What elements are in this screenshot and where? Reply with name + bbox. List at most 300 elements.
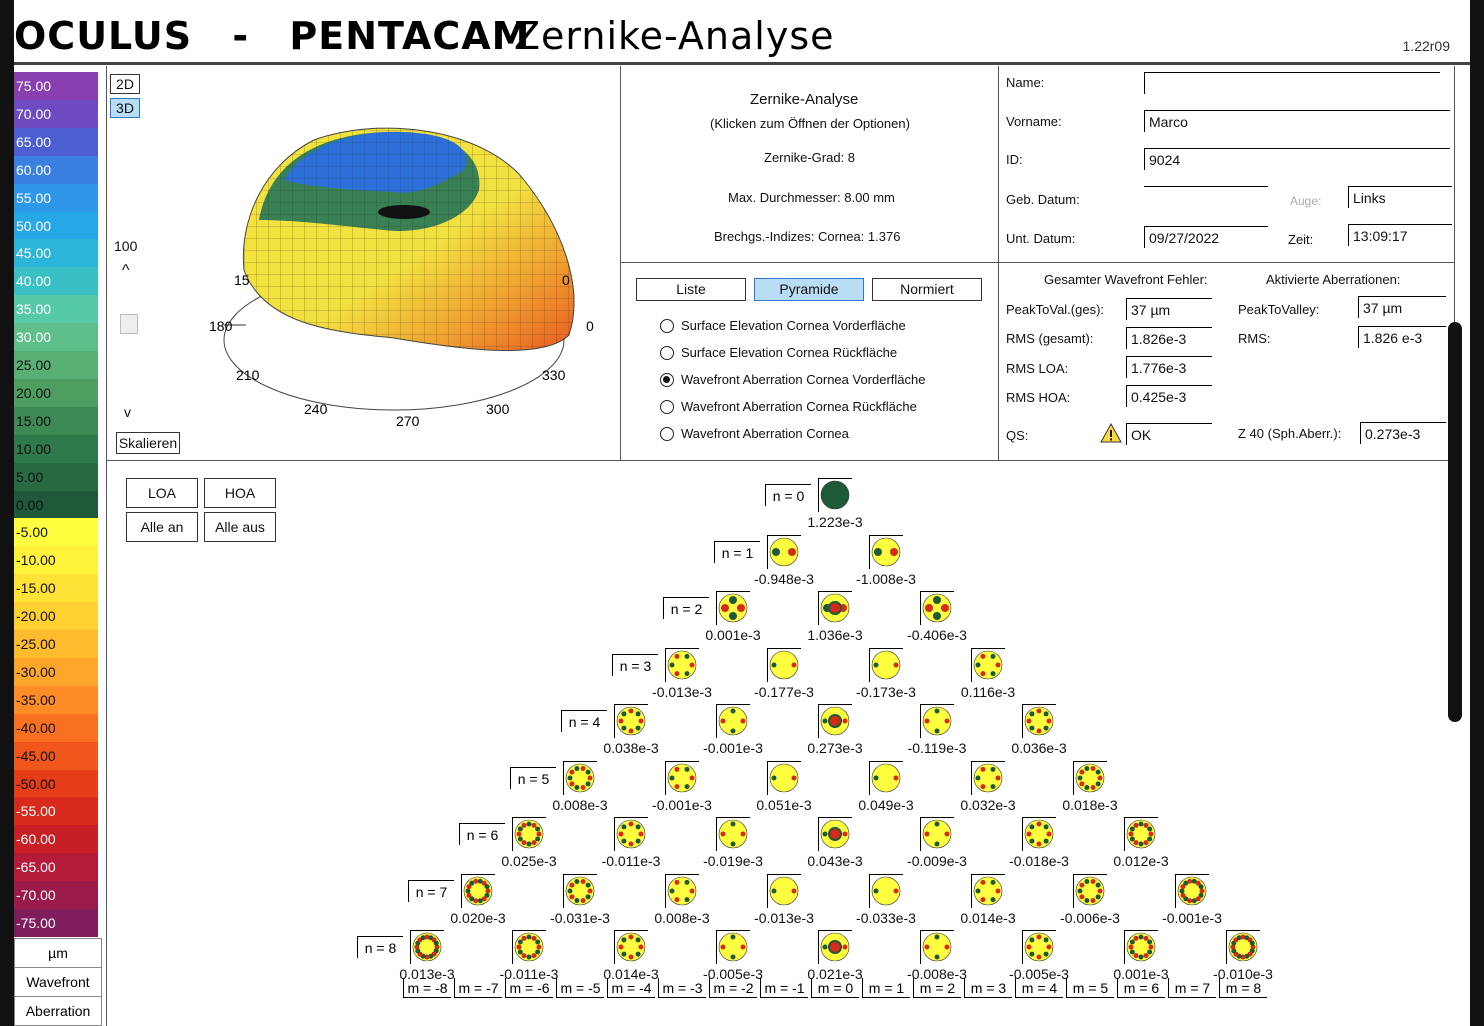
zernike-term-icon[interactable] bbox=[1124, 817, 1158, 851]
zernike-coefficient: -0.948e-3 bbox=[754, 570, 814, 587]
zernike-lobe bbox=[670, 775, 675, 780]
zernike-term-icon[interactable] bbox=[1022, 817, 1056, 851]
order-label: n = 6 bbox=[459, 823, 505, 845]
scale-step bbox=[14, 100, 98, 128]
zernike-lobe bbox=[933, 612, 941, 620]
zernike-term-icon[interactable] bbox=[767, 648, 801, 682]
zernike-lobe bbox=[1078, 775, 1083, 780]
option-radio[interactable] bbox=[660, 346, 674, 360]
zernike-lobe bbox=[1044, 711, 1049, 716]
zernike-lobe bbox=[1079, 894, 1084, 899]
zernike-lobe bbox=[935, 955, 940, 960]
zernike-lobe bbox=[945, 945, 950, 950]
scale-value: -65.00 bbox=[16, 859, 56, 876]
scale-step bbox=[14, 407, 98, 435]
zernike-pattern-icon bbox=[513, 818, 545, 850]
zernike-center bbox=[829, 941, 841, 953]
axis-label-0-top: 0 bbox=[562, 272, 570, 288]
scale-type-aberration[interactable]: Aberration bbox=[14, 996, 102, 1026]
m-index-label: m = -1 bbox=[760, 978, 808, 998]
zernike-lobe bbox=[1144, 953, 1149, 958]
zernike-lobe bbox=[935, 822, 940, 827]
aberr-rms-field: 1.826 e-3 bbox=[1358, 326, 1446, 348]
all-off-button[interactable]: Alle aus bbox=[204, 512, 276, 542]
scale-value: -70.00 bbox=[16, 887, 56, 904]
scale-step bbox=[14, 770, 98, 798]
zernike-lobe bbox=[731, 842, 736, 847]
zernike-coefficient: -0.011e-3 bbox=[499, 966, 559, 982]
scale-type-wavefront[interactable]: Wavefront bbox=[14, 967, 102, 997]
zernike-center bbox=[829, 602, 841, 614]
zernike-lobe bbox=[466, 892, 471, 897]
zernike-lobe bbox=[537, 832, 542, 837]
zernike-coefficient: 0.013e-3 bbox=[399, 966, 455, 982]
zernike-term-icon[interactable] bbox=[614, 704, 648, 738]
scale-step bbox=[14, 825, 98, 853]
axis-label-15: 15 bbox=[234, 272, 250, 288]
m-index-label: m = 3 bbox=[964, 978, 1012, 998]
zernike-term-icon[interactable] bbox=[920, 704, 954, 738]
scale-step bbox=[14, 295, 98, 323]
option-radio[interactable] bbox=[660, 427, 674, 441]
zernike-term-icon[interactable] bbox=[665, 761, 699, 795]
zernike-term-icon[interactable] bbox=[1124, 930, 1158, 964]
zernike-lobe bbox=[621, 711, 626, 716]
scale-step bbox=[14, 658, 98, 686]
zernike-term-icon[interactable] bbox=[869, 761, 903, 795]
scale-step bbox=[14, 267, 98, 295]
cornea-3d-plot[interactable] bbox=[184, 70, 614, 440]
zernike-term-icon[interactable] bbox=[1073, 761, 1107, 795]
zernike-lobe bbox=[586, 894, 591, 899]
zernike-coefficient: -0.010e-3 bbox=[1213, 966, 1273, 982]
zernike-lobe bbox=[532, 953, 537, 958]
zernike-lobe bbox=[1096, 781, 1101, 786]
zernike-pattern-icon bbox=[717, 818, 749, 850]
zernike-lobe bbox=[721, 604, 729, 612]
scale-value: 35.00 bbox=[16, 301, 52, 318]
zernike-term-icon[interactable] bbox=[920, 817, 954, 851]
zernike-lobe bbox=[517, 832, 522, 837]
zernike-lobe bbox=[685, 784, 690, 789]
zernike-coefficient: 0.001e-3 bbox=[1113, 966, 1169, 982]
zernike-lobe bbox=[675, 671, 680, 676]
zeit-label: Zeit: bbox=[1288, 232, 1314, 247]
zernike-lobe bbox=[574, 898, 579, 903]
zernike-lobe bbox=[1187, 878, 1192, 883]
zernike-term-icon[interactable] bbox=[512, 930, 546, 964]
zernike-coefficient: -0.019e-3 bbox=[703, 853, 763, 869]
zernike-lobe bbox=[690, 662, 695, 667]
info-heading[interactable]: Zernike-Analyse bbox=[750, 91, 859, 108]
zernike-lobe bbox=[721, 832, 726, 837]
zernike-lobe bbox=[581, 765, 586, 770]
order-label: n = 3 bbox=[612, 654, 658, 676]
zernike-lobe bbox=[1027, 832, 1032, 837]
option-label[interactable]: Surface Elevation Cornea Rückfläche bbox=[681, 345, 898, 360]
zernike-term-icon[interactable] bbox=[410, 930, 444, 964]
scale-step bbox=[14, 630, 98, 658]
zernike-pattern-icon bbox=[819, 931, 851, 963]
option-radio[interactable] bbox=[660, 373, 674, 387]
zernike-lobe bbox=[1047, 719, 1052, 724]
zernike-lobe bbox=[1098, 888, 1103, 893]
zernike-lobe bbox=[792, 775, 797, 780]
geb-datum-field[interactable] bbox=[1144, 186, 1268, 208]
zernike-lobe bbox=[1180, 892, 1185, 897]
zernike-lobe bbox=[933, 596, 941, 604]
auge-field[interactable]: Links bbox=[1348, 186, 1452, 208]
zernike-lobe bbox=[1139, 955, 1144, 960]
zernike-lobe bbox=[1029, 711, 1034, 716]
zernike-lobe bbox=[1130, 827, 1135, 832]
zernike-coefficient: -1.008e-3 bbox=[856, 570, 916, 587]
scale-step bbox=[14, 239, 98, 267]
zernike-term-icon[interactable] bbox=[716, 704, 750, 738]
zernike-lobe bbox=[1147, 940, 1152, 945]
zernike-lobe bbox=[1098, 775, 1103, 780]
zernike-lobe bbox=[522, 953, 527, 958]
axis-label-240: 240 bbox=[304, 401, 328, 417]
m-index-label: m = 2 bbox=[913, 978, 961, 998]
zernike-term-icon[interactable] bbox=[716, 817, 750, 851]
hoa-button[interactable]: HOA bbox=[204, 478, 276, 508]
zernike-coefficient: 0.049e-3 bbox=[858, 796, 914, 813]
zernike-lobe bbox=[1144, 840, 1149, 845]
zernike-term-icon[interactable] bbox=[920, 591, 954, 625]
zernike-lobe bbox=[925, 719, 930, 724]
zernike-pattern-icon bbox=[819, 592, 851, 624]
zernike-lobe bbox=[685, 897, 690, 902]
zernike-term-icon[interactable] bbox=[971, 648, 1005, 682]
name-field[interactable] bbox=[1144, 72, 1440, 94]
axis-label-210: 210 bbox=[236, 367, 260, 383]
unt-datum-field[interactable]: 09/27/2022 bbox=[1144, 226, 1268, 248]
zernike-pattern-icon bbox=[921, 705, 953, 737]
scale-step bbox=[14, 323, 98, 351]
zernike-pattern-icon bbox=[513, 931, 545, 963]
m-index-label: m = -5 bbox=[556, 978, 604, 998]
zernike-pattern-icon bbox=[1074, 762, 1106, 794]
zernike-term-icon[interactable] bbox=[665, 874, 699, 908]
zernike-lobe bbox=[486, 888, 491, 893]
zernike-term-icon[interactable] bbox=[818, 478, 852, 512]
wavefront-heading: Gesamter Wavefront Fehler: bbox=[1044, 272, 1208, 287]
zernike-term-icon[interactable] bbox=[716, 591, 750, 625]
option-label[interactable]: Surface Elevation Cornea Vorderfläche bbox=[681, 318, 906, 333]
zernike-coefficient: -0.001e-3 bbox=[1162, 909, 1222, 926]
zernike-term-icon[interactable] bbox=[767, 535, 801, 569]
zernike-term-icon[interactable] bbox=[818, 704, 852, 738]
version-label: 1.22r09 bbox=[1402, 38, 1450, 54]
all-on-button[interactable]: Alle an bbox=[126, 512, 198, 542]
zernike-term-icon[interactable] bbox=[1022, 930, 1056, 964]
zernike-coefficient: -0.406e-3 bbox=[907, 627, 967, 643]
zernike-lobe bbox=[843, 832, 848, 837]
rms-loa-field: 1.776e-3 bbox=[1126, 356, 1212, 378]
brand-title bbox=[14, 14, 531, 58]
m-index-label: m = -3 bbox=[658, 978, 706, 998]
zernike-lobe bbox=[1134, 953, 1139, 958]
scale-step bbox=[14, 602, 98, 630]
zernike-lobe bbox=[1079, 882, 1084, 887]
zernike-coefficient: -0.031e-3 bbox=[550, 909, 610, 926]
zernike-term-icon[interactable] bbox=[614, 930, 648, 964]
zernike-lobe bbox=[1037, 709, 1042, 714]
tab-pyramide[interactable]: Pyramide bbox=[754, 278, 864, 301]
zernike-coefficient: 1.223e-3 bbox=[807, 514, 863, 530]
zernike-term-icon[interactable] bbox=[920, 930, 954, 964]
scale-step bbox=[14, 128, 98, 156]
zernike-coefficient: 0.273e-3 bbox=[807, 740, 863, 756]
zernike-lobe bbox=[619, 832, 624, 837]
option-label[interactable]: Wavefront Aberration Cornea Vorderfläche bbox=[681, 372, 926, 387]
zernike-coefficient: 0.008e-3 bbox=[654, 909, 710, 926]
zernike-lobe bbox=[976, 775, 981, 780]
zernike-lobe bbox=[619, 945, 624, 950]
zernike-coefficient: -0.018e-3 bbox=[1009, 853, 1069, 869]
scale-value: 55.00 bbox=[16, 189, 52, 206]
zernike-lobe bbox=[1037, 842, 1042, 847]
zernike-lobe bbox=[935, 935, 940, 940]
tab-normiert[interactable]: Normiert bbox=[872, 278, 982, 301]
scale-step bbox=[14, 518, 98, 546]
zernike-lobe bbox=[588, 775, 593, 780]
zernike-term-icon[interactable] bbox=[971, 874, 1005, 908]
zernike-pattern-icon bbox=[1023, 705, 1055, 737]
zernike-term-icon[interactable] bbox=[665, 648, 699, 682]
zernike-pattern-icon bbox=[564, 875, 596, 907]
view-2d-button[interactable]: 2D bbox=[110, 74, 140, 94]
zeit-field[interactable]: 13:09:17 bbox=[1348, 224, 1452, 246]
zernike-term-icon[interactable] bbox=[1175, 874, 1209, 908]
unt-datum-label: Unt. Datum: bbox=[1006, 231, 1076, 246]
option-label[interactable]: Wavefront Aberration Cornea bbox=[681, 426, 849, 441]
zernike-pattern-icon bbox=[768, 649, 800, 681]
zernike-lobe bbox=[991, 897, 996, 902]
z40-field: 0.273e-3 bbox=[1360, 422, 1446, 444]
zernike-center bbox=[829, 828, 841, 840]
zernike-lobe bbox=[1130, 837, 1135, 842]
zernike-lobe bbox=[1029, 952, 1034, 957]
zernike-lobe bbox=[1149, 832, 1154, 837]
page-title: Zernike-Analyse bbox=[514, 14, 835, 58]
scale-step bbox=[14, 686, 98, 714]
id-field[interactable]: 9024 bbox=[1144, 148, 1450, 170]
zernike-lobe bbox=[629, 709, 634, 714]
zernike-lobe bbox=[636, 824, 641, 829]
zernike-lobe bbox=[996, 662, 1001, 667]
scale-value: -30.00 bbox=[16, 663, 56, 680]
zernike-lobe bbox=[639, 945, 644, 950]
zernike-lobe bbox=[670, 662, 675, 667]
zernike-pattern-icon bbox=[819, 818, 851, 850]
scale-value: -5.00 bbox=[16, 524, 48, 541]
zernike-lobe bbox=[823, 719, 828, 724]
scale-value: -75.00 bbox=[16, 915, 56, 931]
zernike-term-icon[interactable] bbox=[869, 874, 903, 908]
zernike-lobe bbox=[1037, 935, 1042, 940]
zernike-pattern-icon bbox=[870, 762, 902, 794]
scale-step bbox=[14, 72, 98, 100]
zernike-lobe bbox=[890, 548, 898, 556]
loa-button[interactable]: LOA bbox=[126, 478, 198, 508]
zernike-term-icon[interactable] bbox=[818, 930, 852, 964]
scale-value: 5.00 bbox=[16, 468, 44, 485]
scale-step bbox=[14, 881, 98, 909]
zernike-lobe bbox=[532, 823, 537, 828]
zernike-coefficient: 0.036e-3 bbox=[1011, 740, 1067, 756]
scale-value: -15.00 bbox=[16, 580, 56, 597]
zernike-lobe bbox=[991, 653, 996, 658]
vertical-scrollbar[interactable] bbox=[1448, 322, 1462, 722]
zernike-lobe bbox=[874, 775, 879, 780]
scale-value: -10.00 bbox=[16, 552, 56, 569]
zernike-pattern-icon bbox=[564, 762, 596, 794]
scale-step bbox=[14, 714, 98, 742]
vorname-field[interactable]: Marco bbox=[1144, 110, 1450, 132]
zernike-lobe bbox=[527, 955, 532, 960]
zernike-lobe bbox=[894, 775, 899, 780]
aberration-heading: Aktivierte Aberrationen: bbox=[1266, 272, 1401, 287]
zernike-lobe bbox=[741, 945, 746, 950]
zernike-lobe bbox=[731, 709, 736, 714]
zernike-term-icon[interactable] bbox=[767, 761, 801, 795]
scale-value: -25.00 bbox=[16, 636, 56, 652]
zernike-lobe bbox=[621, 726, 626, 731]
zernike-lobe bbox=[690, 775, 695, 780]
option-label[interactable]: Wavefront Aberration Cornea Rückfläche bbox=[681, 399, 917, 414]
scale-button[interactable]: Skalieren bbox=[116, 432, 180, 454]
zernike-lobe bbox=[1079, 781, 1084, 786]
zernike-lobe bbox=[636, 839, 641, 844]
zernike-lobe bbox=[629, 822, 634, 827]
zernike-lobe bbox=[621, 952, 626, 957]
zernike-term-icon[interactable] bbox=[716, 930, 750, 964]
m-index-label: m = 5 bbox=[1066, 978, 1114, 998]
scale-value: -40.00 bbox=[16, 719, 56, 736]
option-radio[interactable] bbox=[660, 319, 674, 333]
zernike-lobe bbox=[772, 548, 780, 556]
zernike-term-icon[interactable] bbox=[971, 761, 1005, 795]
zernike-pattern-icon bbox=[870, 649, 902, 681]
zernike-lobe bbox=[636, 937, 641, 942]
zoom-slider-thumb[interactable] bbox=[120, 314, 138, 334]
zernike-term-icon[interactable] bbox=[614, 817, 648, 851]
zernike-lobe bbox=[874, 548, 882, 556]
zernike-lobe bbox=[1091, 785, 1096, 790]
panel-border bbox=[106, 66, 107, 1026]
zernike-lobe bbox=[729, 596, 737, 604]
zernike-lobe bbox=[639, 719, 644, 724]
zernike-lobe bbox=[729, 612, 737, 620]
zernike-lobe bbox=[1079, 769, 1084, 774]
zernike-term-icon[interactable] bbox=[869, 648, 903, 682]
zernike-lobe bbox=[473, 878, 478, 883]
zernike-lobe bbox=[527, 842, 532, 847]
zernike-lobe bbox=[478, 898, 483, 903]
zernike-lobe bbox=[1044, 937, 1049, 942]
zernike-lobe bbox=[574, 765, 579, 770]
zernike-pattern-icon bbox=[972, 762, 1004, 794]
zernike-term-icon[interactable] bbox=[818, 817, 852, 851]
tab-liste[interactable]: Liste bbox=[636, 278, 746, 301]
zernike-term-icon[interactable] bbox=[563, 761, 597, 795]
zernike-term-icon[interactable] bbox=[1022, 704, 1056, 738]
zernike-coefficient: 0.008e-3 bbox=[552, 796, 608, 813]
zernike-lobe bbox=[522, 823, 527, 828]
zernike-coefficient: -0.008e-3 bbox=[907, 966, 967, 982]
z40-label: Z 40 (Sph.Aberr.): bbox=[1238, 426, 1342, 441]
zernike-term-icon[interactable] bbox=[1073, 874, 1107, 908]
zernike-lobe bbox=[941, 604, 949, 612]
zoom-up-icon[interactable]: ^ bbox=[122, 262, 130, 279]
zernike-lobe bbox=[569, 882, 574, 887]
zernike-lobe bbox=[843, 945, 848, 950]
scale-step bbox=[14, 909, 98, 937]
zernike-lobe bbox=[1096, 769, 1101, 774]
zoom-down-icon[interactable]: v bbox=[124, 404, 131, 420]
zernike-lobe bbox=[629, 842, 634, 847]
view-3d-button[interactable]: 3D bbox=[110, 98, 140, 118]
zernike-term-icon[interactable] bbox=[818, 591, 852, 625]
zernike-lobe bbox=[675, 784, 680, 789]
zernike-lobe bbox=[629, 935, 634, 940]
qs-field: OK bbox=[1126, 423, 1212, 445]
zernike-term-icon[interactable] bbox=[767, 874, 801, 908]
zernike-lobe bbox=[991, 671, 996, 676]
zernike-term-icon[interactable] bbox=[563, 874, 597, 908]
zernike-term-icon[interactable] bbox=[512, 817, 546, 851]
zernike-lobe bbox=[1029, 726, 1034, 731]
zernike-lobe bbox=[1078, 888, 1083, 893]
scale-step bbox=[14, 435, 98, 463]
title-separator: - bbox=[232, 14, 250, 58]
zernike-lobe bbox=[1134, 823, 1139, 828]
order-label: n = 2 bbox=[663, 597, 709, 619]
info-subtitle[interactable]: (Klicken zum Öffnen der Optionen) bbox=[710, 116, 910, 131]
zernike-coefficient: -0.173e-3 bbox=[856, 683, 916, 700]
zernike-pattern-icon bbox=[921, 592, 953, 624]
zernike-lobe bbox=[772, 775, 777, 780]
zernike-lobe bbox=[670, 888, 675, 893]
zernike-coefficient: 0.043e-3 bbox=[807, 853, 863, 869]
zernike-pattern-icon bbox=[768, 762, 800, 794]
zernike-lobe bbox=[581, 898, 586, 903]
warning-icon bbox=[1100, 423, 1122, 443]
zernike-term-icon[interactable] bbox=[869, 535, 903, 569]
pentacam-window bbox=[14, 0, 1470, 1026]
scale-value: -20.00 bbox=[16, 608, 56, 625]
scale-step bbox=[14, 463, 98, 491]
zernike-lobe bbox=[1139, 822, 1144, 827]
zernike-lobe bbox=[586, 781, 591, 786]
order-label: n = 5 bbox=[510, 767, 556, 789]
zernike-pattern-icon bbox=[768, 875, 800, 907]
zernike-lobe bbox=[1129, 832, 1134, 837]
zernike-lobe bbox=[935, 842, 940, 847]
zernike-term-icon[interactable] bbox=[461, 874, 495, 908]
surface-apex bbox=[378, 205, 430, 219]
zernike-lobe bbox=[629, 729, 634, 734]
axis-label-300: 300 bbox=[486, 401, 510, 417]
zernike-lobe bbox=[629, 955, 634, 960]
zernike-term-icon[interactable] bbox=[1226, 930, 1260, 964]
zernike-pattern-icon bbox=[870, 536, 902, 568]
zoom-value: 100 bbox=[114, 238, 138, 254]
option-radio[interactable] bbox=[660, 400, 674, 414]
zernike-lobe bbox=[721, 945, 726, 950]
